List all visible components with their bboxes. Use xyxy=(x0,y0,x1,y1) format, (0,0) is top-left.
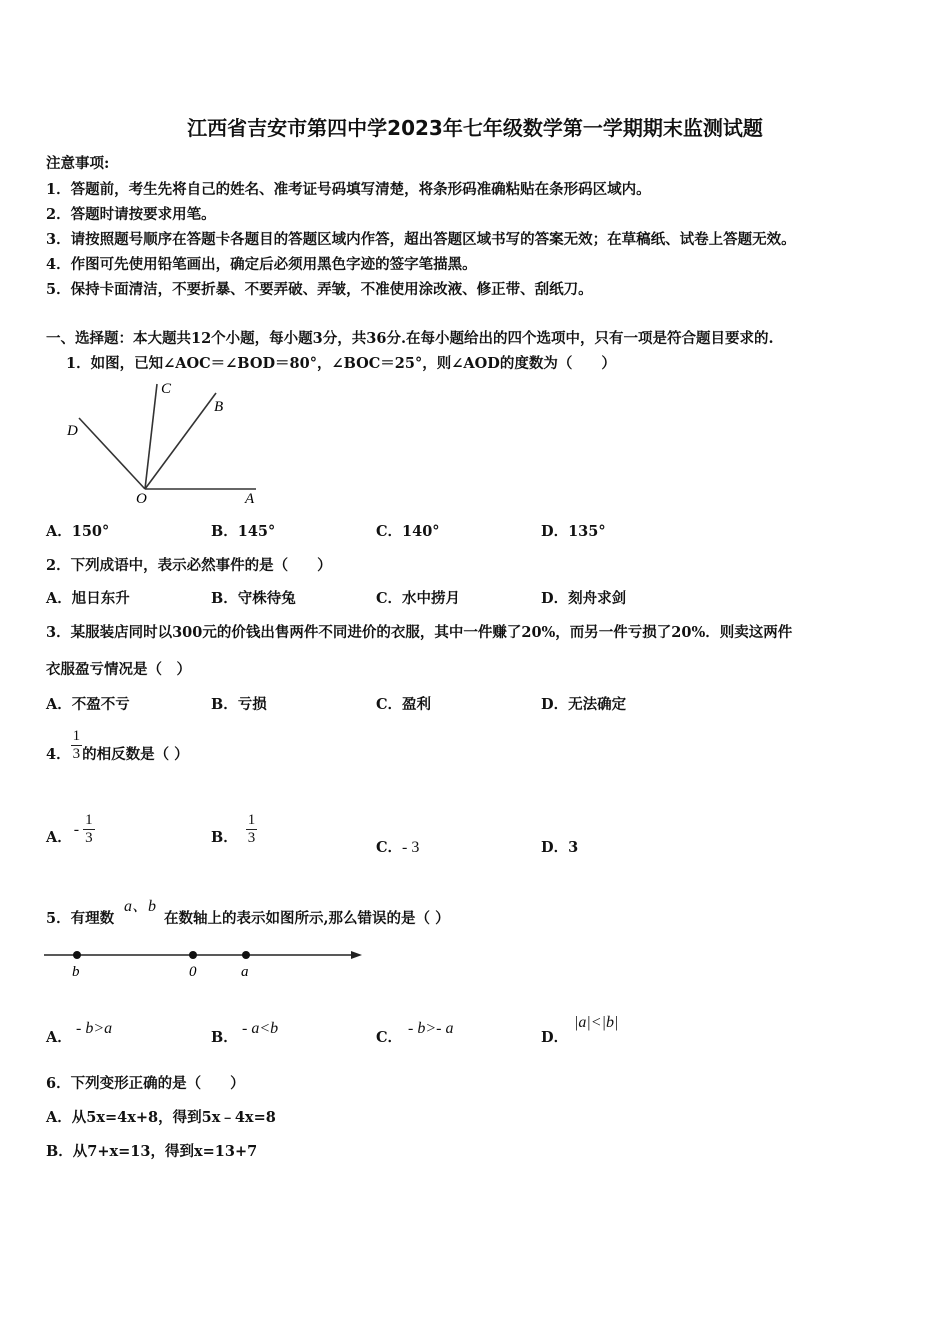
q6-option-a[interactable]: A．从5x=4x+8，得到5x﹣4x=8 xyxy=(46,1109,276,1126)
notice-item-5: 5．保持卡面清洁，不要折暴、不要弄破、弄皱，不准使用涂改液、修正带、刮纸刀。 xyxy=(46,281,593,298)
label-c: C xyxy=(161,381,172,397)
q4-stem-tail: 的相反数是（ ） xyxy=(82,746,189,763)
axis-label-a: a xyxy=(241,964,249,980)
section-heading: 一、选择题：本大题共12个小题，每小题3分，共36分.在每小题给出的四个选项中，只有一项是符合题目要求的. xyxy=(46,330,774,347)
q4-option-b[interactable]: B． $\frac{1}{3}$ xyxy=(211,812,256,846)
arrow-right-icon xyxy=(351,951,362,959)
q4-option-c[interactable]: C．- 3 xyxy=(376,839,420,856)
q5-option-c-label[interactable]: C． xyxy=(376,1029,403,1046)
q2-option-d[interactable]: D．刻舟求剑 xyxy=(541,590,627,607)
notice-item-4: 4．作图可先使用铅笔画出，确定后必须用黑色字迹的签字笔描黑。 xyxy=(46,256,477,273)
question-4-stem xyxy=(46,727,189,764)
question-5-stem-post: 在数轴上的表示如图所示,那么错误的是（ ） xyxy=(164,910,450,927)
q4-number: 4． xyxy=(46,746,71,763)
number-line xyxy=(44,944,364,984)
exam-title: 江西省吉安市第四中学2023年七年级数学第一学期期末监测试题 xyxy=(187,116,763,140)
q5-option-d-expr[interactable]: |a|<|b| xyxy=(574,1014,619,1031)
q5-option-b-expr[interactable]: - a<b xyxy=(242,1020,279,1037)
notice-heading: 注意事项: xyxy=(46,155,110,172)
q3-option-a[interactable]: A．不盈不亏 xyxy=(46,696,130,713)
label-b: B xyxy=(214,399,224,415)
q2-option-c[interactable]: C．水中捞月 xyxy=(376,590,461,607)
axis-label-b: b xyxy=(72,964,80,980)
question-5-stem-pre: 5．有理数 xyxy=(46,910,115,927)
axis-label-zero: 0 xyxy=(189,964,197,980)
q5-option-b-label[interactable]: B． xyxy=(211,1029,238,1046)
q1-option-d[interactable]: D．135° xyxy=(541,523,606,540)
q2-option-a[interactable]: A．旭日东升 xyxy=(46,590,130,607)
question-2-stem: 2．下列成语中，表示必然事件的是（ ） xyxy=(46,557,332,574)
q5-option-c-expr[interactable]: - b>- a xyxy=(408,1020,454,1037)
notice-item-1: 1．答题前，考生先将自己的姓名、准考证号码填写清楚，将条形码准确粘贴在条形码区域内。 xyxy=(46,181,651,198)
question-6-stem: 6．下列变形正确的是（ ） xyxy=(46,1075,245,1092)
question-3-stem-line1: 3．某服装店同时以300元的价钱出售两件不同进价的衣服，其中一件赚了20%，而另一件亏损了20%．则卖这两件 xyxy=(46,624,793,641)
question-3-stem-line2: 衣服盈亏情况是（ ） xyxy=(46,661,191,678)
q5-option-a-expr[interactable]: - b>a xyxy=(76,1020,113,1037)
notice-item-2: 2．答题时请按要求用笔。 xyxy=(46,206,216,223)
notice-item-3: 3．请按照题号顺序在答题卡各题目的答题区域内作答，超出答题区域书写的答案无效；在草稿纸、试卷上答题无效。 xyxy=(46,231,796,248)
q3-option-c[interactable]: C．盈利 xyxy=(376,696,432,713)
label-a: A xyxy=(245,491,255,506)
q2-option-b[interactable]: B．守株待兔 xyxy=(211,590,296,607)
q1-option-b[interactable]: B．145° xyxy=(211,523,276,540)
q4-option-a[interactable]: A． - $\frac{1}{3}$ xyxy=(46,812,93,846)
label-o: O xyxy=(136,491,147,506)
q3-option-b[interactable]: B．亏损 xyxy=(211,696,267,713)
question-1-stem: 1．如图，已知∠AOC＝∠BOD＝80°，∠BOC＝25°，则∠AOD的度数为（ ） xyxy=(66,355,616,372)
q6-option-b[interactable]: B．从7+x=13，得到x=13+7 xyxy=(46,1143,258,1160)
q5-option-a-label[interactable]: A． xyxy=(46,1029,72,1046)
q4-option-d[interactable]: D．3 xyxy=(541,839,579,856)
q3-option-d[interactable]: D．无法确定 xyxy=(541,696,627,713)
q5-vars: a、b xyxy=(124,898,157,915)
angle-figure xyxy=(66,378,258,506)
q1-option-a[interactable]: A．150° xyxy=(46,523,110,540)
q5-option-d-label[interactable]: D． xyxy=(541,1029,569,1046)
q1-option-c[interactable]: C．140° xyxy=(376,523,440,540)
label-d: D xyxy=(67,423,78,439)
q4-fraction: $\frac{1}{3}$ xyxy=(72,728,81,762)
